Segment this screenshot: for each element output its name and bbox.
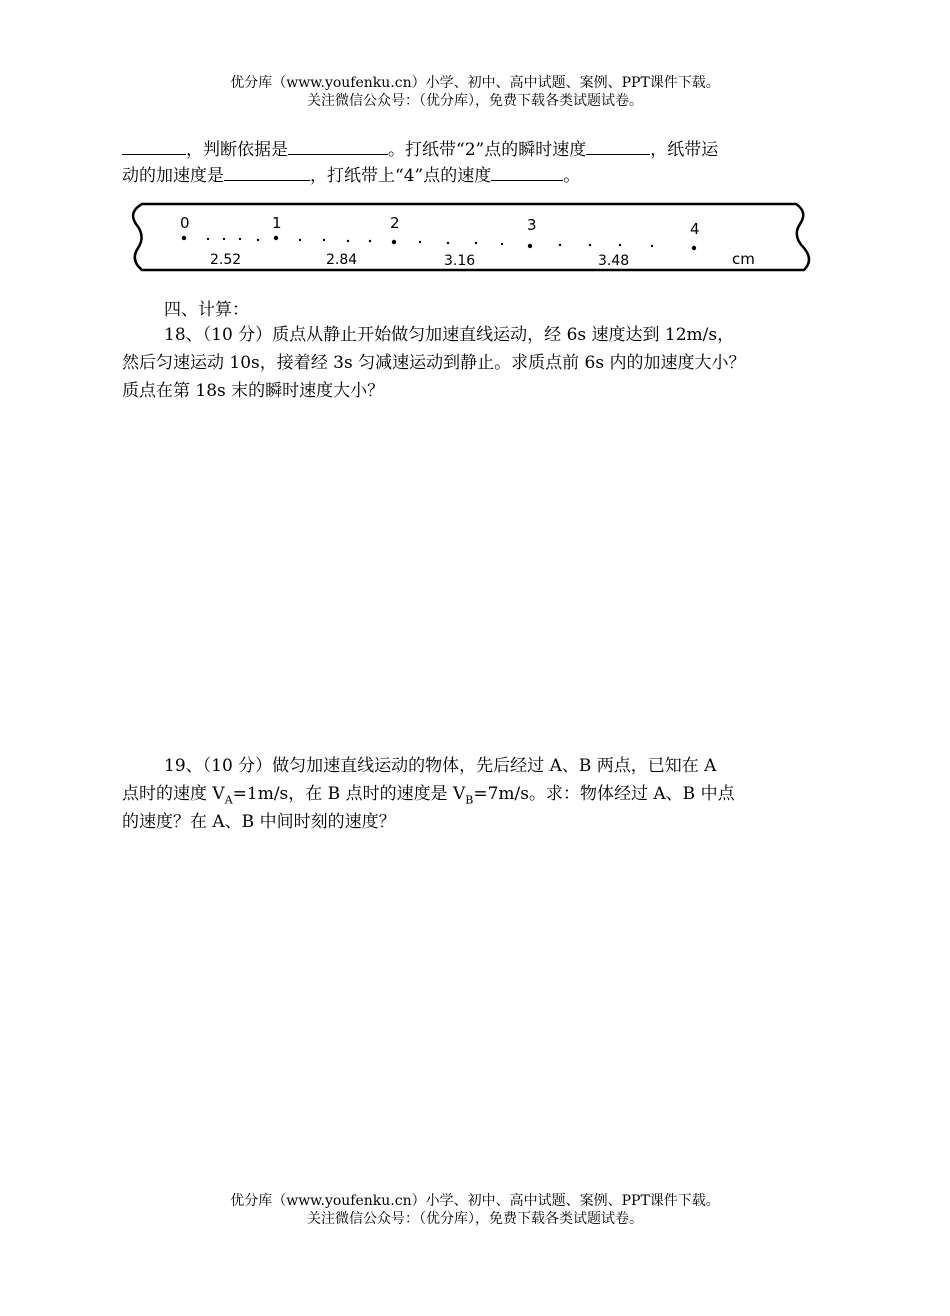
q18-line-2: 然后匀速运动 10s，接着经 3s 匀减速运动到静止。求质点前 6s 内的加速度大小？: [122, 353, 746, 373]
q19-text-c: =7m/s。求：物体经过 A、B 中点: [473, 784, 735, 804]
subscript-b: B: [465, 793, 474, 807]
distance-label-1: 2.52: [210, 252, 242, 268]
subscript-a: A: [224, 793, 233, 807]
distance-label-3: 3.16: [444, 253, 476, 269]
q17-text-2: 。打纸带“2”点的瞬时速度: [388, 140, 587, 160]
tape-dots: [182, 236, 696, 250]
header-line-2: 关注微信公众号：（优分库），免费下载各类试题试卷。: [307, 93, 643, 109]
unit-label: cm: [732, 250, 755, 268]
q19-text-a: 点时的速度 V: [122, 784, 225, 804]
page-header: [0, 74, 950, 110]
q17-text-4: 动的加速度是: [122, 166, 224, 186]
answer-blank[interactable]: [122, 136, 186, 155]
q19-text-b: =1m/s，在 B 点时的速度是 V: [232, 784, 466, 804]
q17-line-2: [122, 162, 580, 189]
answer-blank[interactable]: [288, 136, 388, 155]
point-label-3: 3: [527, 216, 537, 234]
q17-text-3: ，纸带运: [650, 140, 719, 160]
footer-line-2: 关注微信公众号：（优分库），免费下载各类试题试卷。: [307, 1211, 643, 1227]
point-label-2: 2: [390, 214, 400, 232]
answer-blank[interactable]: [491, 162, 563, 181]
answer-blank[interactable]: [224, 162, 310, 181]
point-label-4: 4: [690, 220, 700, 238]
q19-line-3: 的速度？在 A、B 中间时刻的速度？: [122, 812, 396, 832]
q17-line-1: [122, 136, 718, 163]
footer-line-1: 优分库（www.youfenku.cn）小学、初中、高中试题、案例、PPT课件下载。: [230, 1193, 720, 1209]
q17-text-6: 。: [563, 166, 581, 186]
q19-line-1: 19、（10 分）做匀加速直线运动的物体，先后经过 A、B 两点，已知在 A: [164, 756, 717, 776]
section-title: 四、计算：: [164, 300, 249, 320]
page-footer: [0, 1192, 950, 1228]
header-line-1: 优分库（www.youfenku.cn）小学、初中、高中试题、案例、PPT课件下载。: [230, 75, 720, 91]
distance-label-2: 2.84: [326, 252, 358, 268]
paper-tape-figure: [128, 198, 820, 278]
point-label-0: 0: [180, 214, 190, 232]
q17-text-1: ，判断依据是: [186, 140, 288, 160]
point-label-1: 1: [272, 214, 282, 232]
q18-line-3: 质点在第 18s 末的瞬时速度大小？: [122, 381, 385, 401]
q17-text-5: ，打纸带上“4”点的速度: [310, 166, 492, 186]
distance-label-4: 3.48: [598, 253, 630, 269]
q18-line-1: 18、（10 分）质点从静止开始做匀加速直线运动，经 6s 速度达到 12m/s，: [164, 325, 735, 345]
answer-blank[interactable]: [586, 136, 650, 155]
